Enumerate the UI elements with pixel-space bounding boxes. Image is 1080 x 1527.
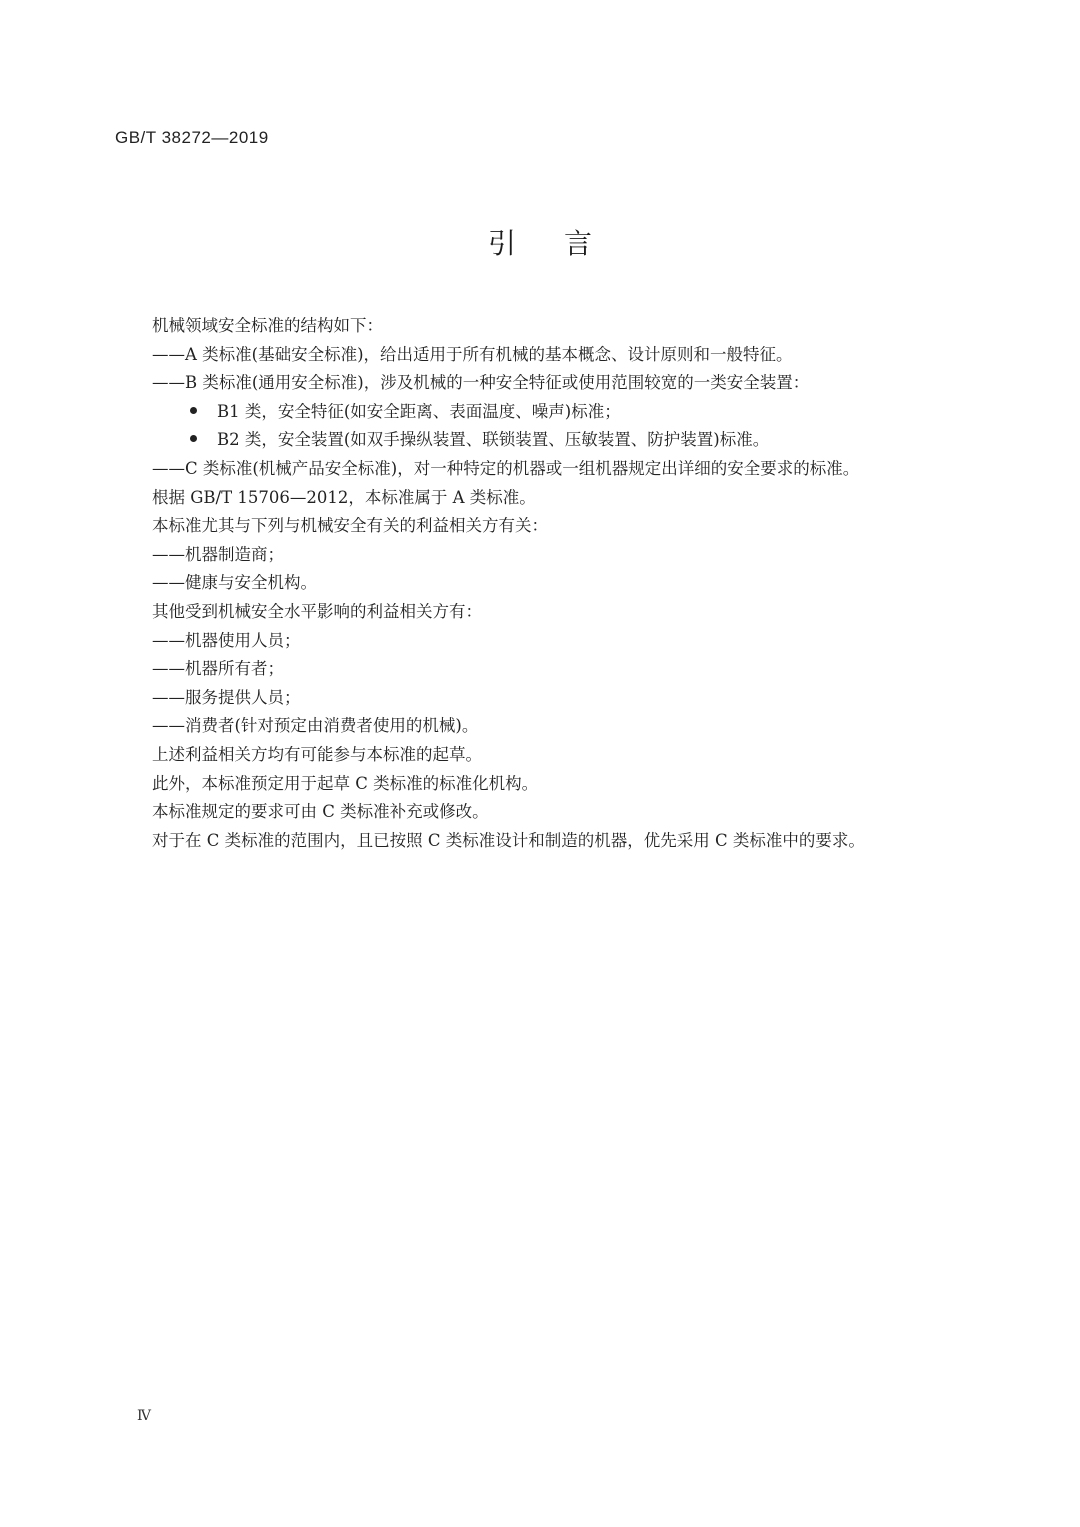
bullet-item bbox=[152, 426, 952, 455]
paragraph: 本标准尤其与下列与机械安全有关的利益相关方有关： bbox=[152, 516, 548, 536]
bullet-text: B1 类，安全特征(如安全距离、表面温度、噪声)标准； bbox=[217, 401, 621, 421]
bullet-item bbox=[152, 398, 952, 427]
standard-number: GB/T 38272—2019 bbox=[115, 128, 269, 147]
paragraph: 对于在 C 类标准的范围内，且已按照 C 类标准设计和制造的机器，优先采用 C 类标准中的要求。 bbox=[152, 830, 865, 850]
list-item: ——机器制造商； bbox=[152, 544, 284, 564]
list-item: ——机器所有者； bbox=[152, 659, 284, 679]
list-item: ——A 类标准(基础安全标准)，给出适用于所有机械的基本概念、设计原则和一般特征。 bbox=[152, 344, 793, 364]
bullet-text: B2 类，安全装置(如双手操纵装置、联锁装置、压敏装置、防护装置)标准。 bbox=[217, 430, 770, 450]
paragraph: 上述利益相关方均有可能参与本标准的起草。 bbox=[152, 744, 482, 764]
paragraph: 本标准规定的要求可由 C 类标准补充或修改。 bbox=[152, 802, 489, 822]
list-item: ——B 类标准(通用安全标准)，涉及机械的一种安全特征或使用范围较宽的一类安全装置： bbox=[152, 373, 810, 393]
paragraph: 此外，本标准预定用于起草 C 类标准的标准化机构。 bbox=[152, 773, 539, 793]
list-item: ——消费者(针对预定由消费者使用的机械)。 bbox=[152, 716, 479, 736]
list-item: ——服务提供人员； bbox=[152, 687, 301, 707]
document-body bbox=[152, 312, 952, 855]
bullet-icon bbox=[190, 407, 197, 414]
paragraph: 根据 GB/T 15706—2012，本标准属于 A 类标准。 bbox=[152, 487, 536, 507]
paragraph: 机械领域安全标准的结构如下： bbox=[152, 316, 383, 335]
paragraph: 其他受到机械安全水平影响的利益相关方有： bbox=[152, 601, 482, 621]
list-item: ——C 类标准(机械产品安全标准)，对一种特定的机器或一组机器规定出详细的安全要求的标准。 bbox=[152, 458, 860, 478]
list-item: ——健康与安全机构。 bbox=[152, 573, 317, 593]
page-number: Ⅳ bbox=[137, 1408, 151, 1424]
bullet-icon bbox=[190, 435, 197, 442]
list-item: ——机器使用人员； bbox=[152, 630, 301, 650]
page-title: 引言 bbox=[487, 227, 640, 260]
